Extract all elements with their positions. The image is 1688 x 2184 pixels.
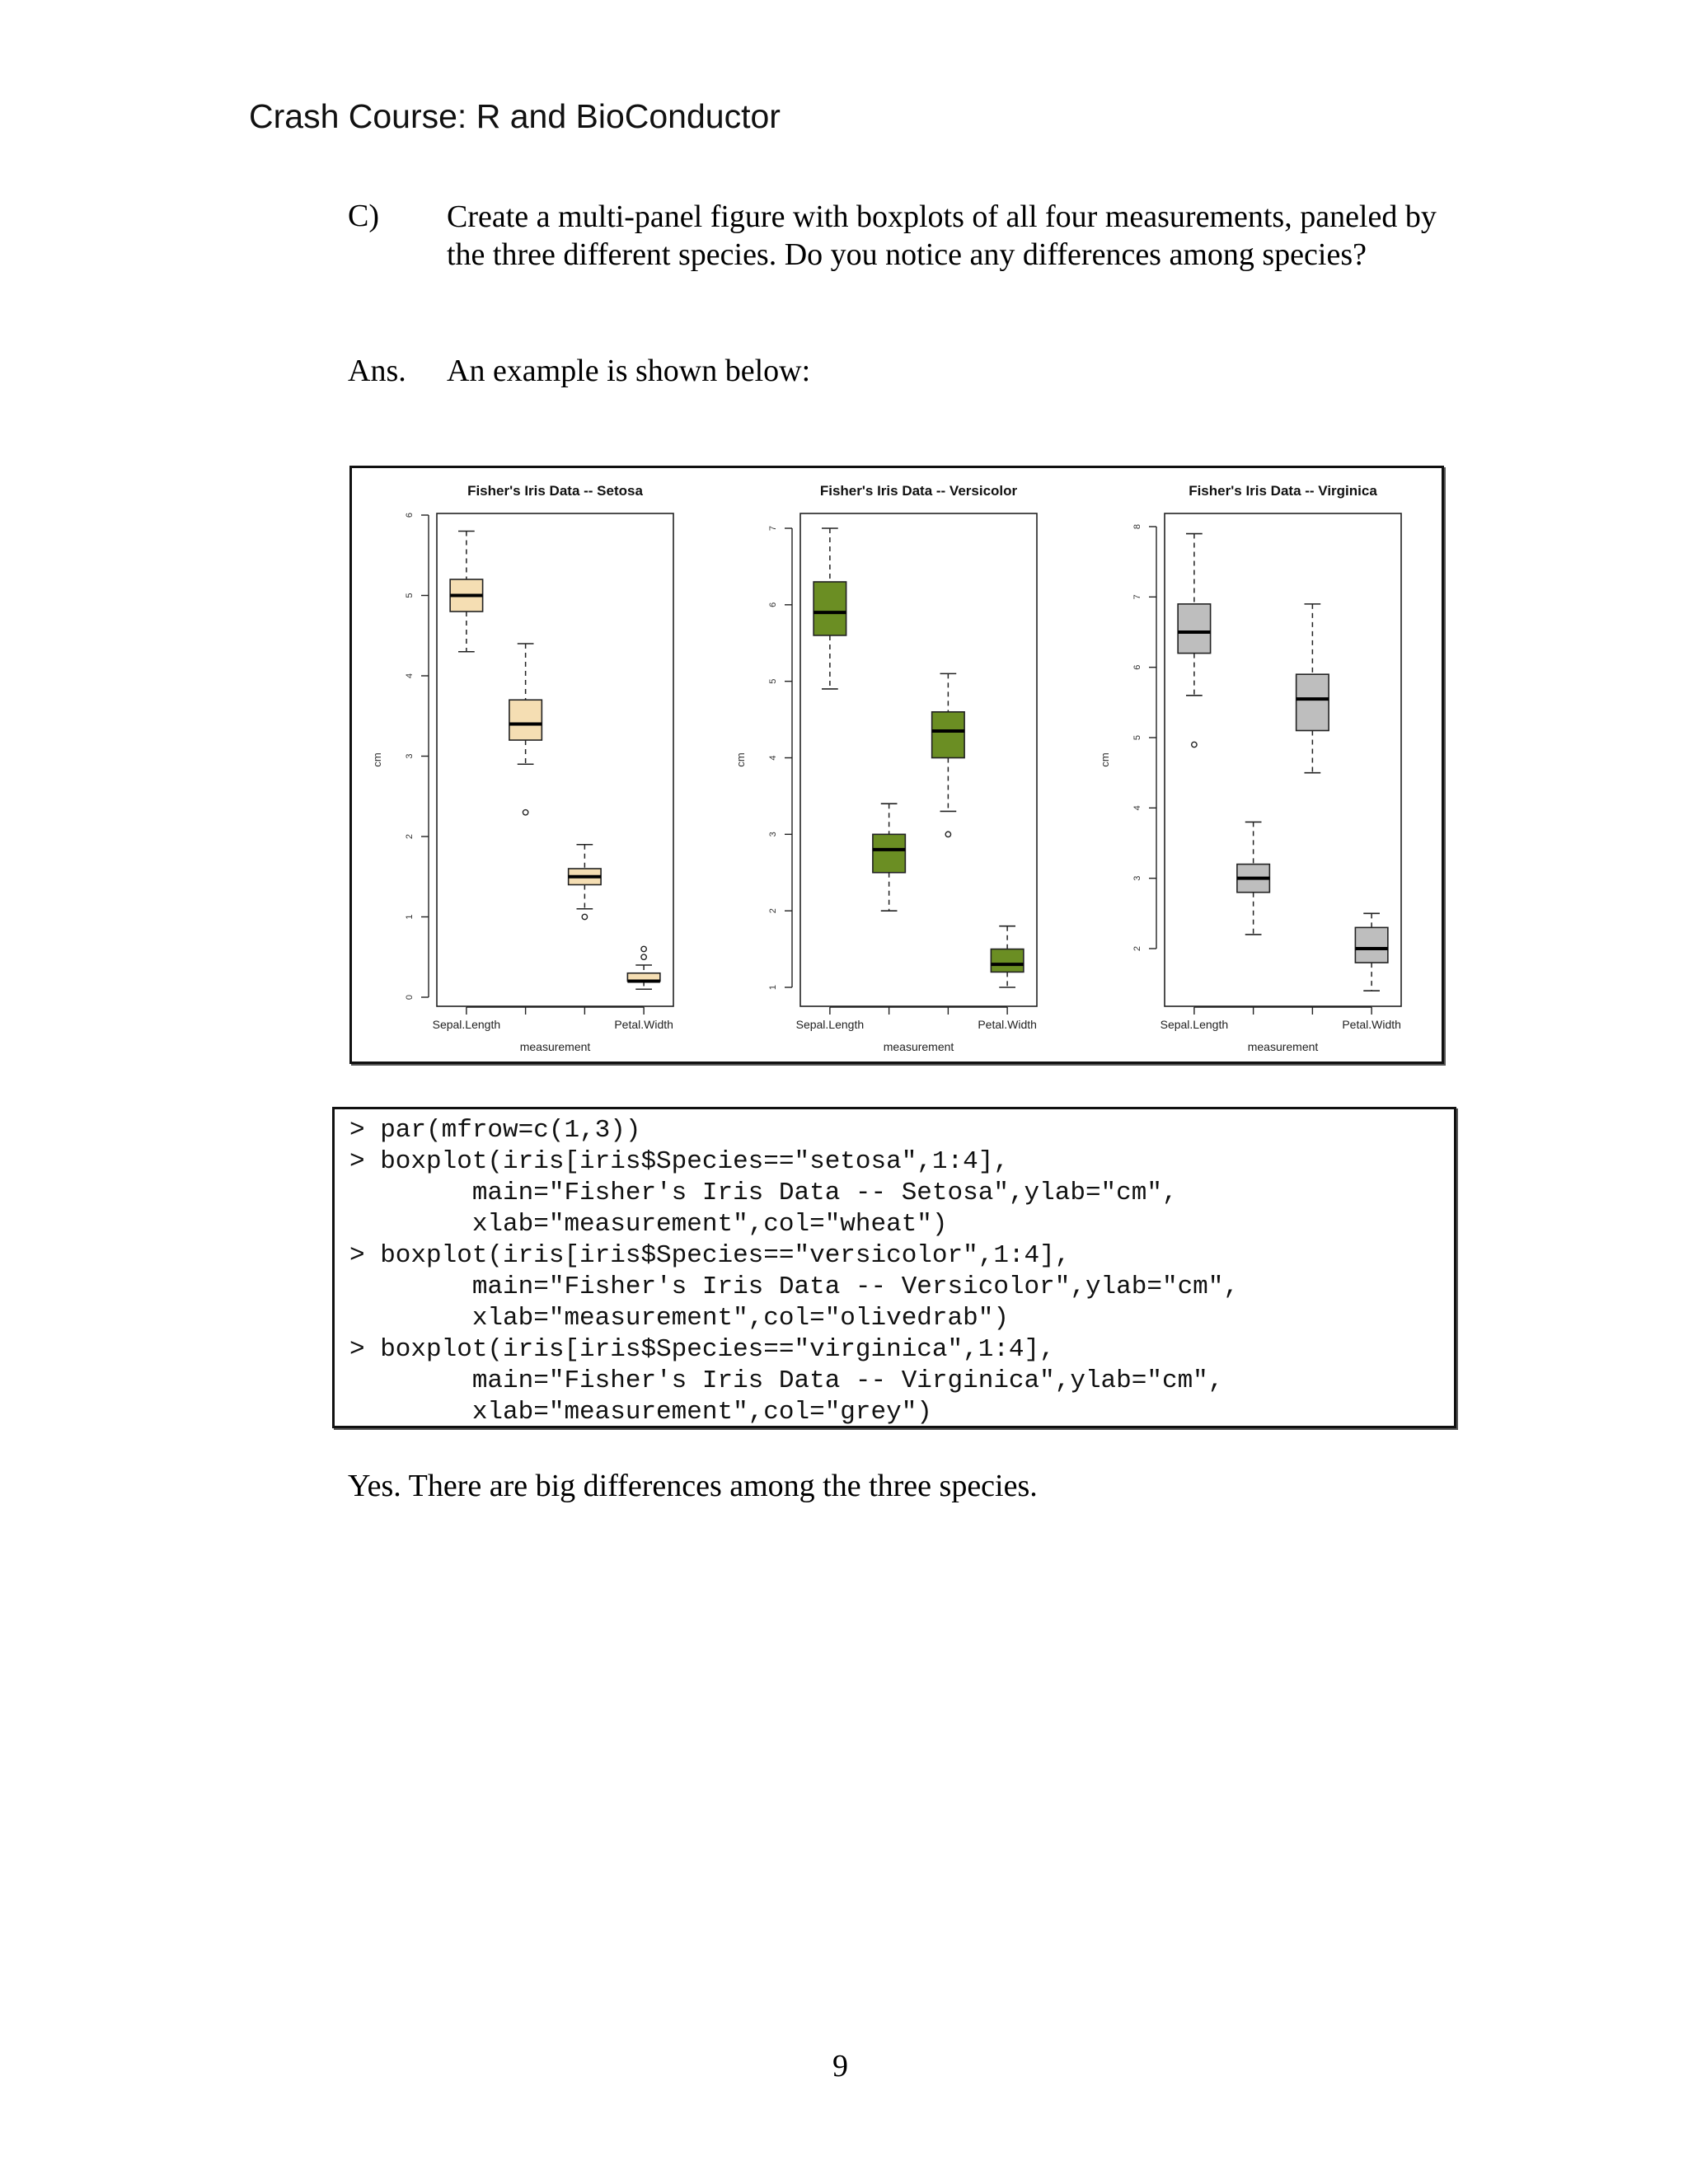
y-tick-label: 1 — [405, 914, 415, 920]
r-code-block — [332, 1107, 1456, 1428]
panel-title: Fisher's Iris Data -- Versicolor — [819, 483, 1018, 499]
page-number: 9 — [832, 2049, 848, 2083]
y-tick-label: 8 — [1132, 523, 1142, 530]
y-tick-label: 6 — [1132, 664, 1142, 670]
outlier-point — [641, 946, 646, 951]
y-tick-label: 7 — [1132, 594, 1142, 600]
question-text: Create a multi-panel figure with boxplots of all four measurements, paneled by the three different species. Do you notice any differences among species? — [447, 199, 1437, 272]
code-line: xlab="measurement",col="olivedrab") — [349, 1304, 1009, 1333]
answer-label: Ans. — [348, 354, 406, 388]
x-tick-label: Sepal.Length — [432, 1018, 501, 1031]
box — [991, 949, 1023, 972]
x-tick-label: Petal.Width — [1342, 1018, 1401, 1031]
outlier-point — [1192, 742, 1197, 747]
code-line: > boxplot(iris[iris$Species=="versicolor",1:4], — [349, 1241, 1071, 1270]
code-line: > boxplot(iris[iris$Species=="setosa",1:4], — [349, 1147, 1009, 1176]
box — [932, 712, 964, 758]
y-tick-label: 3 — [768, 832, 778, 837]
box — [509, 700, 542, 740]
y-tick-label: 4 — [405, 673, 415, 679]
x-axis-label: measurement — [883, 1040, 954, 1053]
y-tick-label: 2 — [1132, 945, 1142, 952]
conclusion-text: Yes. There are big differences among the three species. — [348, 1469, 1038, 1503]
box — [1355, 927, 1387, 963]
code-line: xlab="measurement",col="wheat") — [349, 1210, 948, 1239]
y-tick-label: 1 — [768, 984, 778, 991]
y-tick-label: 6 — [768, 602, 778, 607]
box — [873, 834, 905, 872]
y-tick-label: 5 — [768, 678, 778, 684]
code-line: main="Fisher's Iris Data -- Virginica",ylab="cm", — [349, 1366, 1224, 1395]
x-tick-label: Petal.Width — [978, 1018, 1037, 1031]
box — [1178, 604, 1210, 654]
code-line: > boxplot(iris[iris$Species=="virginica",1:4], — [349, 1335, 1055, 1364]
outlier-point — [523, 810, 528, 815]
y-tick-label: 3 — [1132, 875, 1142, 881]
x-tick-label: Sepal.Length — [1160, 1018, 1229, 1031]
x-axis-label: measurement — [519, 1040, 591, 1053]
x-tick-label: Sepal.Length — [795, 1018, 865, 1031]
y-tick-label: 7 — [768, 525, 778, 532]
x-axis-label: measurement — [1247, 1040, 1319, 1053]
boxplot-figure — [349, 466, 1444, 1064]
y-tick-label: 2 — [405, 833, 415, 840]
panel-title: Fisher's Iris Data -- Virginica — [1189, 483, 1377, 499]
outlier-point — [641, 954, 646, 959]
code-line: xlab="measurement",col="grey") — [349, 1398, 932, 1427]
box — [814, 582, 846, 635]
y-tick-label: 6 — [405, 512, 415, 518]
question-label: C) — [348, 199, 379, 233]
y-tick-label: 5 — [405, 593, 415, 598]
y-axis-label: cm — [371, 752, 383, 767]
y-tick-label: 2 — [768, 908, 778, 914]
boxplot-figure-svg — [352, 468, 1442, 1062]
code-line: main="Fisher's Iris Data -- Versicolor",ylab="cm", — [349, 1272, 1239, 1301]
y-axis-label: cm — [1099, 752, 1111, 767]
x-tick-label: Petal.Width — [614, 1018, 673, 1031]
y-tick-label: 0 — [405, 994, 415, 1001]
code-line: main="Fisher's Iris Data -- Setosa",ylab="cm", — [349, 1179, 1178, 1207]
outlier-point — [945, 832, 950, 837]
y-tick-label: 4 — [768, 755, 778, 761]
answer-text: An example is shown below: — [447, 354, 811, 388]
running-header: Crash Course: R and BioConductor — [249, 97, 781, 135]
y-axis-label: cm — [734, 752, 747, 767]
y-tick-label: 3 — [405, 753, 415, 759]
y-tick-label: 4 — [1132, 805, 1142, 811]
code-line: > par(mfrow=c(1,3)) — [349, 1116, 641, 1145]
outlier-point — [582, 914, 587, 919]
y-tick-label: 5 — [1132, 734, 1142, 741]
panel-title: Fisher's Iris Data -- Setosa — [467, 483, 643, 499]
box — [1296, 674, 1329, 730]
